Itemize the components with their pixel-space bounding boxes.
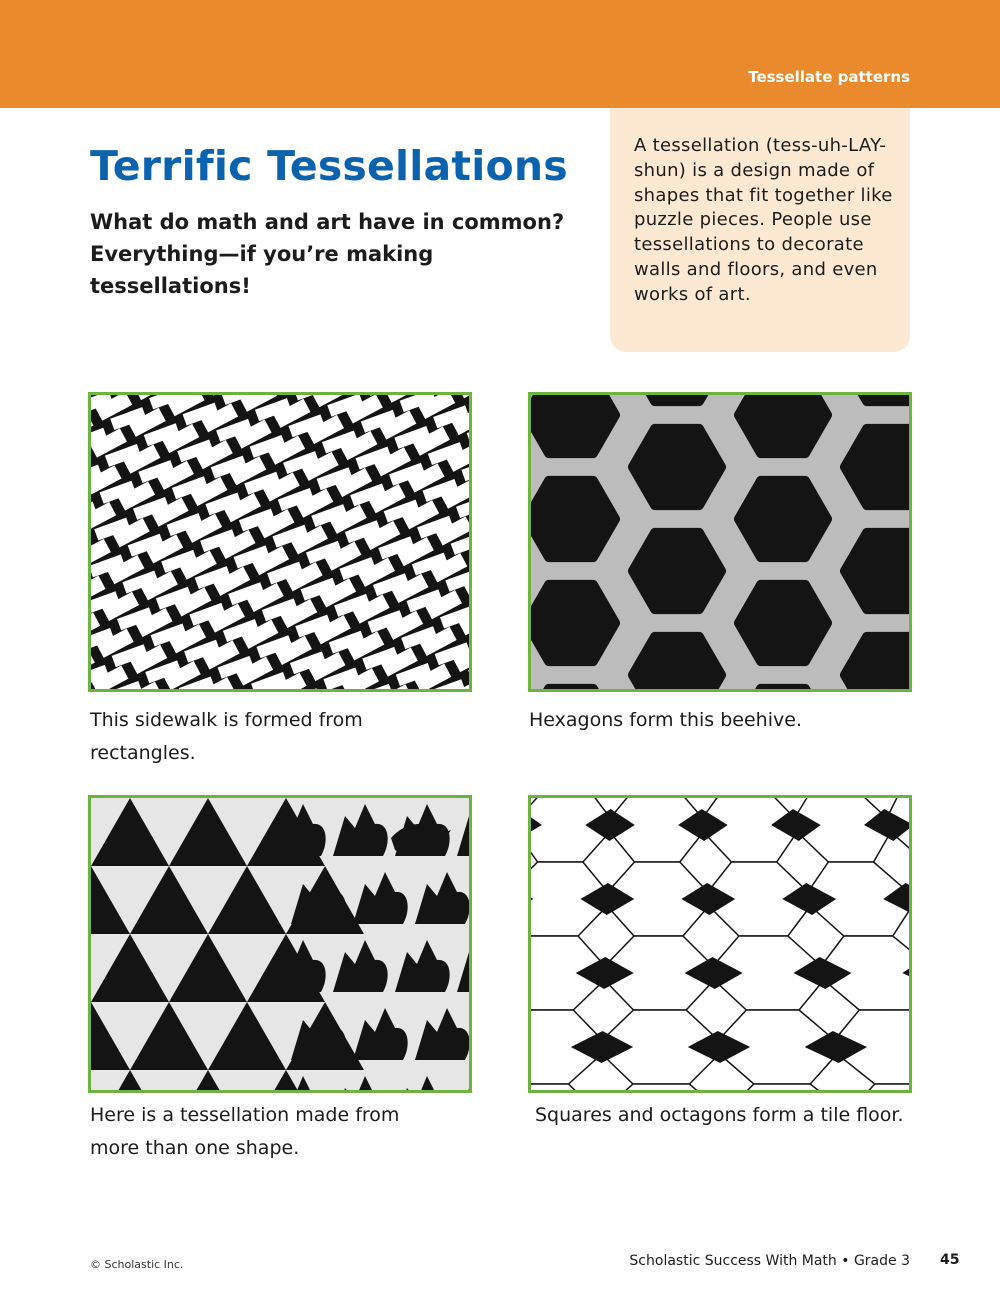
caption-beehive: Hexagons form this beehive. xyxy=(529,709,802,731)
info-box-text: A tessellation (tess-uh-LAY-shun) is a design made of shapes that fit together like puzzle pieces. People use tessellations to decorate walls and floors, and even works of art. xyxy=(634,135,893,305)
caption-sidewalk: This sidewalk is formed from rectangles. xyxy=(90,709,363,764)
page-subtitle: What do math and art have in common? Everything—if you’re making tessellations! xyxy=(90,210,565,298)
copyright: © Scholastic Inc. xyxy=(90,1258,184,1271)
figure-mixed-shapes xyxy=(88,795,472,1093)
beehive-pattern-image xyxy=(531,395,909,689)
section-label: Tessellate patterns xyxy=(748,68,910,86)
page-number: 45 xyxy=(940,1252,960,1268)
sidewalk-pattern-image xyxy=(91,395,469,689)
series-title: Scholastic Success With Math • Grade 3 xyxy=(629,1253,910,1269)
header-bar xyxy=(0,0,1000,108)
figure-beehive xyxy=(528,392,912,692)
caption-tile-floor: Squares and octagons form a tile floor. xyxy=(535,1104,904,1126)
figure-sidewalk xyxy=(88,392,472,692)
mixed-shapes-pattern-image xyxy=(91,798,469,1090)
info-box xyxy=(610,108,910,352)
tile-floor-pattern-image xyxy=(531,798,909,1090)
caption-mixed-shapes: Here is a tessellation made from more than one shape. xyxy=(90,1104,400,1159)
page-title: Terrific Tessellations xyxy=(90,142,568,190)
figure-tile-floor xyxy=(528,795,912,1093)
